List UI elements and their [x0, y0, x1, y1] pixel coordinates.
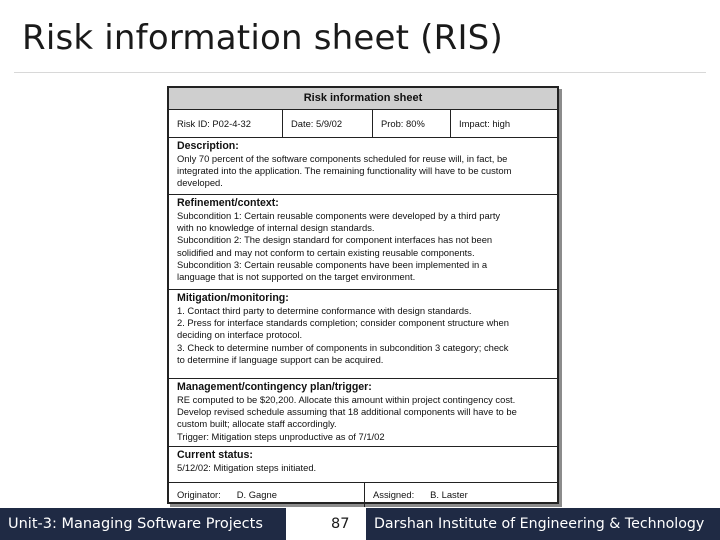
management-section [169, 379, 557, 447]
footer-institute-label: Darshan Institute of Engineering & Technology [366, 508, 720, 540]
footer-page-number: 87 [331, 516, 350, 532]
impact-cell: Impact: high [459, 118, 511, 129]
slide-title: Risk information sheet (RIS) [22, 18, 503, 58]
refinement-body: Subcondition 1: Certain reusable components were developed by a third party with no knowledge of internal design standards. Subcondition 2: The design standard for component interfaces has not been solidified and may not conform to certain existing reusable components. Subcondition 3: Certain reusable components have been implemented in a language that is not supported on the target environment. [177, 210, 501, 283]
title-divider [14, 72, 706, 73]
risk-id-row [169, 110, 557, 138]
risk-id-cell: Risk ID: P02-4-32 [169, 110, 283, 137]
status-heading: Current status: [177, 449, 253, 461]
description-body: Only 70 percent of the software components scheduled for reuse will, in fact, be integrated into the application. The remaining functionality will have to be custom developed. [177, 153, 512, 189]
slide-footer [0, 508, 720, 540]
assigned-value: B. Laster [430, 489, 468, 500]
originator-cell [169, 483, 365, 507]
assigned-label: Assigned: [373, 489, 415, 500]
originator-value: D. Gagne [236, 489, 277, 500]
mitigation-heading: Mitigation/monitoring: [177, 292, 289, 304]
refinement-section [169, 195, 557, 290]
originator-label: Originator: [177, 489, 221, 500]
assigned-cell [365, 483, 557, 507]
mitigation-body: 1. Contact third party to determine conformance with design standards. 2. Press for interface standards completion; consider component structure when deciding on interface protocol. 3. Check to determine number of components in subcondition 3 category; check to determine if language support can be acquired. [177, 305, 509, 365]
management-body: RE computed to be $20,200. Allocate this amount within project contingency cost. Develop revised schedule assuming that 18 additional components will have to be custom built; allocate staff accordingly. Trigger: Mitigation steps unproductive as of 7/1/02 [177, 394, 517, 442]
management-heading: Management/contingency plan/trigger: [177, 381, 372, 393]
mitigation-section [169, 290, 557, 379]
originator-row [169, 483, 557, 507]
footer-unit-label: Unit-3: Managing Software Projects [0, 508, 286, 540]
description-section [169, 138, 557, 195]
date-cell: Date: 5/9/02 [283, 110, 373, 137]
probability-cell: Prob: 80% [373, 110, 451, 137]
status-section [169, 447, 557, 483]
status-body: 5/12/02: Mitigation steps initiated. [177, 462, 317, 473]
description-heading: Description: [177, 140, 239, 152]
refinement-heading: Refinement/context: [177, 197, 279, 209]
sheet-header: Risk information sheet [169, 88, 557, 110]
risk-information-sheet [167, 86, 559, 504]
